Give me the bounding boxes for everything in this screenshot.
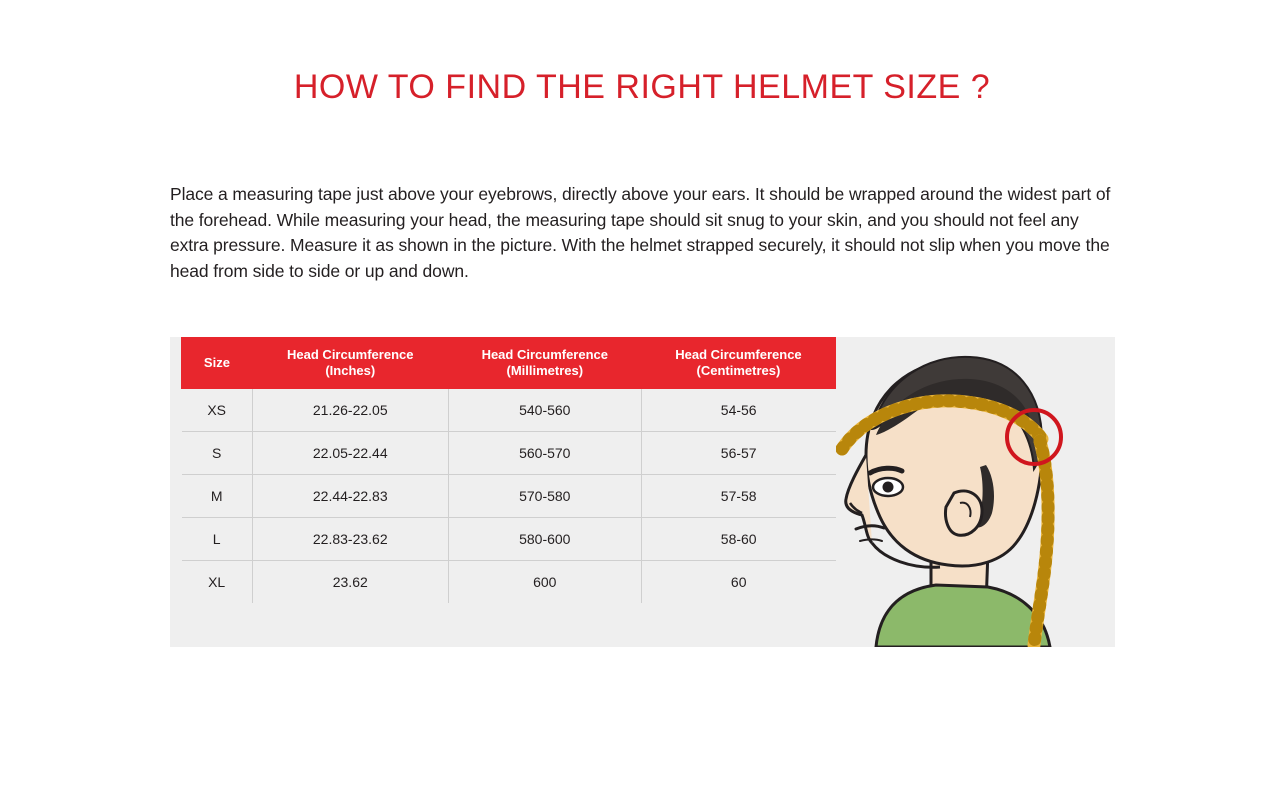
column-header-size-label: Size bbox=[203, 355, 230, 370]
table-header-row bbox=[182, 338, 836, 389]
column-header-inches-unit: (Inches) bbox=[325, 363, 376, 378]
table-row bbox=[182, 475, 836, 518]
table-header bbox=[182, 338, 836, 389]
cell-inches: 22.44-22.83 bbox=[252, 475, 448, 518]
column-header-inches-label: Head Circumference bbox=[287, 347, 414, 362]
cell-size: XL bbox=[182, 561, 253, 604]
cell-inches: 22.05-22.44 bbox=[252, 432, 448, 475]
column-header-millimetres-unit: (Millimetres) bbox=[506, 363, 584, 378]
cell-inches: 22.83-23.62 bbox=[252, 518, 448, 561]
cell-centimetres: 56-57 bbox=[641, 432, 835, 475]
cell-inches: 23.62 bbox=[252, 561, 448, 604]
page-title: HOW TO FIND THE RIGHT HELMET SIZE ? bbox=[293, 68, 991, 106]
table-row bbox=[182, 432, 836, 475]
cell-centimetres: 60 bbox=[730, 574, 747, 590]
table-body bbox=[182, 389, 836, 604]
column-header-millimetres-label: Head Circumference bbox=[481, 347, 609, 362]
cell-inches: 21.26-22.05 bbox=[252, 389, 448, 432]
cell-size: XS bbox=[182, 389, 253, 432]
cell-millimetres: 570-580 bbox=[448, 475, 641, 518]
column-header-centimetres-label: Head Circumference bbox=[675, 347, 802, 362]
cell-millimetres: 560-570 bbox=[448, 432, 641, 475]
column-header-inches bbox=[252, 338, 448, 389]
size-chart-panel bbox=[170, 337, 1115, 647]
cell-millimetres: 580-600 bbox=[448, 518, 641, 561]
cell-size: S bbox=[182, 432, 253, 475]
intro-paragraph: Place a measuring tape just above your eyebrows, directly above your ears. It should be wrapped around the widest part of the forehead. While measuring your head, the measuring tape should sit snug to your skin, and you should not feel any extra pressure. Measure it as shown in the picture. With the helmet strapped securely, it should not slip when you move the head from side to side or up and down. bbox=[170, 184, 1111, 281]
cell-centimetres: 58-60 bbox=[641, 518, 835, 561]
column-header-centimetres-unit: (Centimetres) bbox=[696, 363, 781, 378]
column-header-centimetres bbox=[641, 338, 835, 389]
table-row bbox=[182, 518, 836, 561]
helmet-size-table bbox=[181, 337, 836, 603]
cell-centimetres: 54-56 bbox=[641, 389, 835, 432]
cell-millimetres: 600 bbox=[448, 561, 641, 604]
column-header-millimetres bbox=[448, 338, 641, 389]
cell-size: L bbox=[182, 518, 253, 561]
table-row bbox=[182, 561, 836, 604]
cell-millimetres: 540-560 bbox=[448, 389, 641, 432]
table-row bbox=[182, 389, 836, 432]
cell-centimetres: 57-58 bbox=[641, 475, 835, 518]
head-measurement-illustration bbox=[836, 337, 1115, 647]
cell-size: M bbox=[182, 475, 253, 518]
column-header-size bbox=[182, 338, 253, 389]
